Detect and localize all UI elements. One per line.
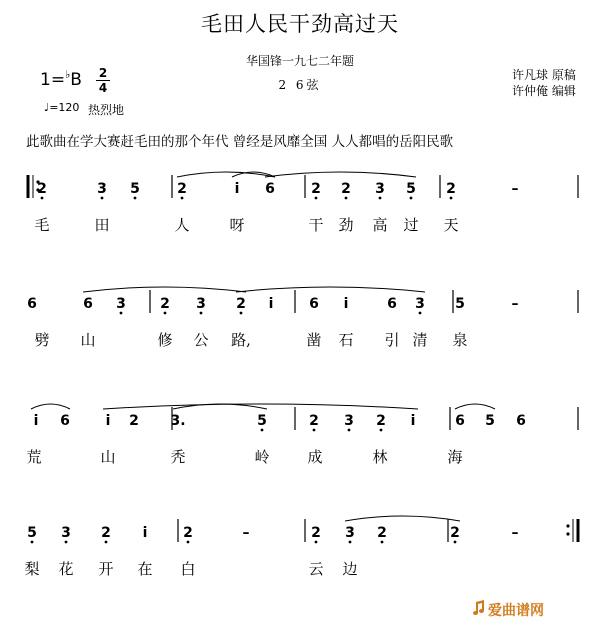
- note: 3: [61, 525, 71, 541]
- note: 5: [406, 181, 416, 197]
- low-octave-dot: [450, 197, 453, 200]
- note: 6: [455, 413, 465, 429]
- note: 5: [27, 525, 37, 541]
- low-octave-dot: [187, 541, 190, 544]
- slur: [83, 287, 246, 292]
- lyric: 白: [180, 560, 196, 578]
- lyric: 天: [443, 216, 459, 234]
- lyric: 岭: [254, 448, 270, 466]
- note: 3.: [170, 413, 186, 429]
- lyric: 泉: [452, 331, 468, 349]
- time-signature-bottom: 4: [96, 80, 110, 95]
- lyric: 修: [157, 331, 173, 349]
- note: 2: [129, 413, 139, 429]
- slur: [103, 404, 418, 409]
- repeat-dot: [566, 524, 569, 527]
- tempo-marking: ♩=120: [44, 101, 80, 114]
- slur: [31, 404, 70, 409]
- note: 3: [375, 181, 385, 197]
- note: 2: [236, 296, 246, 312]
- intro-text: 此歌曲在学大赛赶毛田的那个年代 曾经是风靡全国 人人都唱的岳阳民歌: [26, 134, 454, 150]
- note: 6: [516, 413, 526, 429]
- note: 2: [37, 181, 47, 197]
- note: 5: [130, 181, 140, 197]
- low-octave-dot: [200, 312, 203, 315]
- credit-editor: 许仲俺 编辑: [512, 84, 576, 98]
- note: i: [234, 181, 240, 197]
- lyric: 云: [308, 560, 324, 578]
- lyric: 呀: [229, 216, 245, 234]
- low-octave-dot: [315, 197, 318, 200]
- music-note-icon: [470, 600, 486, 616]
- low-octave-dot: [65, 541, 68, 544]
- note: 3: [116, 296, 126, 312]
- low-octave-dot: [380, 429, 383, 432]
- low-octave-dot: [120, 312, 123, 315]
- lyric: 清: [412, 331, 428, 349]
- note: 2: [177, 181, 187, 197]
- low-octave-dot: [101, 197, 104, 200]
- repeat-dot: [566, 532, 569, 535]
- lyric: 过: [403, 216, 419, 234]
- low-octave-dot: [454, 541, 457, 544]
- lyric: 成: [307, 448, 323, 466]
- lyric: 劲: [338, 216, 354, 234]
- flat-sign: ♭: [65, 68, 71, 81]
- note: 2: [450, 525, 460, 541]
- lyric: 梨: [24, 560, 40, 578]
- note: 2: [311, 181, 321, 197]
- note: 6: [387, 296, 397, 312]
- low-octave-dot: [164, 312, 167, 315]
- low-octave-dot: [261, 429, 264, 432]
- low-octave-dot: [41, 197, 44, 200]
- lyric: 凿: [306, 331, 322, 349]
- note: i: [33, 413, 39, 429]
- note: –: [511, 296, 519, 312]
- slur: [265, 172, 416, 177]
- lyric: 高: [372, 216, 388, 234]
- low-octave-dot: [181, 197, 184, 200]
- lyric: 秃: [170, 448, 186, 466]
- lyric: 引: [384, 331, 400, 349]
- low-octave-dot: [315, 541, 318, 544]
- note: i: [268, 296, 274, 312]
- note: 3: [415, 296, 425, 312]
- low-octave-dot: [134, 197, 137, 200]
- note: i: [343, 296, 349, 312]
- song-title: 毛田人民干劲高过天: [201, 12, 399, 36]
- lyric: 路,: [231, 331, 251, 349]
- string-tuning: 2 6弦: [278, 78, 322, 92]
- low-octave-dot: [349, 541, 352, 544]
- low-octave-dot: [31, 541, 34, 544]
- lyric: 人: [174, 216, 190, 234]
- low-octave-dot: [105, 541, 108, 544]
- low-octave-dot: [410, 197, 413, 200]
- note: i: [142, 525, 148, 541]
- low-octave-dot: [345, 197, 348, 200]
- low-octave-dot: [313, 429, 316, 432]
- lyric: 林: [372, 448, 388, 466]
- note: 5: [485, 413, 495, 429]
- inscription: 华国锋一九七二年题: [245, 54, 354, 68]
- note: 3: [344, 413, 354, 429]
- credit-original: 许凡球 原稿: [512, 68, 576, 82]
- note: 2: [377, 525, 387, 541]
- expression-marking: 热烈地: [88, 103, 125, 117]
- lyric: 荒: [26, 448, 42, 466]
- low-octave-dot: [419, 312, 422, 315]
- slur: [345, 516, 460, 521]
- note: –: [242, 525, 250, 541]
- slur: [455, 404, 495, 409]
- note: 6: [60, 413, 70, 429]
- note: 2: [311, 525, 321, 541]
- slur: [236, 287, 425, 292]
- note: 2: [183, 525, 193, 541]
- time-signature-top: 2: [98, 66, 108, 80]
- note: –: [511, 181, 519, 197]
- note: 2: [160, 296, 170, 312]
- note: 2: [101, 525, 111, 541]
- note: 6: [27, 296, 37, 312]
- note: 5: [455, 296, 465, 312]
- note: –: [511, 525, 519, 541]
- key-prefix: 1=: [40, 70, 66, 90]
- low-octave-dot: [348, 429, 351, 432]
- key-note: B: [70, 70, 82, 90]
- note: 2: [341, 181, 351, 197]
- note: 6: [309, 296, 319, 312]
- note: 2: [376, 413, 386, 429]
- note: 3: [97, 181, 107, 197]
- lyric: 海: [447, 448, 463, 466]
- low-octave-dot: [381, 541, 384, 544]
- low-octave-dot: [379, 197, 382, 200]
- lyric: 毛: [34, 216, 50, 234]
- lyric: 在: [137, 560, 153, 578]
- lyric: 劈: [34, 331, 50, 349]
- note: 2: [446, 181, 456, 197]
- lyric: 公: [193, 331, 209, 349]
- lyric: 山: [80, 331, 96, 349]
- lyric: 田: [94, 216, 110, 234]
- note: 5: [257, 413, 267, 429]
- note: 6: [265, 181, 275, 197]
- lyric: 干: [308, 216, 324, 234]
- low-octave-dot: [240, 312, 243, 315]
- lyric: 花: [58, 560, 74, 578]
- note: i: [410, 413, 416, 429]
- note: 3: [196, 296, 206, 312]
- note: 2: [309, 413, 319, 429]
- note: i: [105, 413, 111, 429]
- lyric: 边: [342, 560, 358, 578]
- note: 6: [83, 296, 93, 312]
- lyric: 开: [98, 560, 114, 578]
- lyric: 石: [338, 331, 354, 349]
- lyric: 山: [100, 448, 116, 466]
- watermark: 爱曲谱网: [488, 603, 544, 619]
- note: 3: [345, 525, 355, 541]
